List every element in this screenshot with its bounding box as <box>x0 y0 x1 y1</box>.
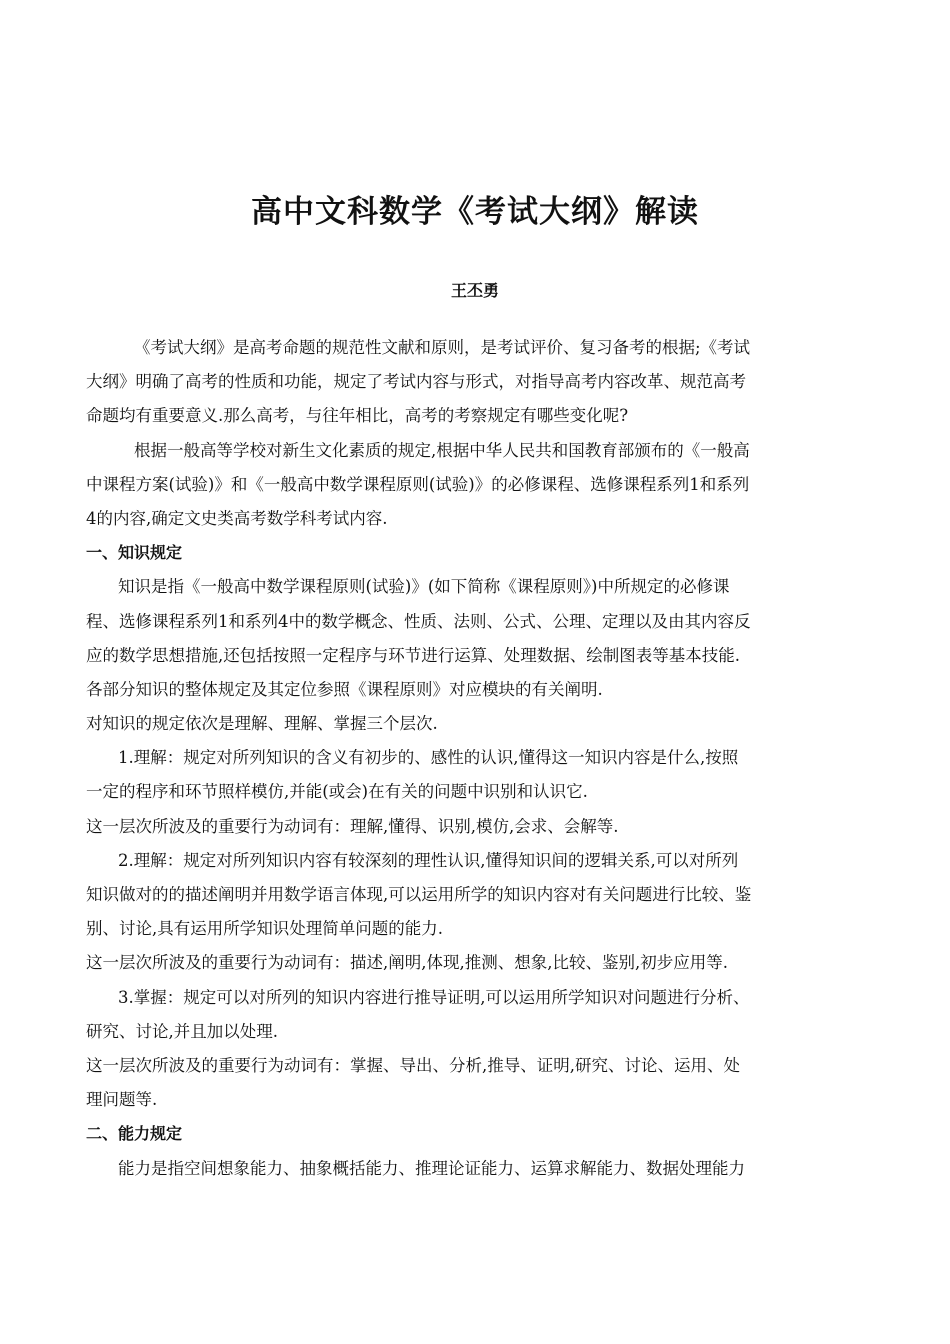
paragraph-line: 各部分知识的整体规定及其定位参照《课程原则》对应模块的有关阐明. <box>86 679 603 699</box>
paragraph-line: 中课程方案(试验)》和《一般高中数学课程原则(试验)》的必修课程、选修课程系列1和系列 <box>86 474 750 494</box>
document-title: 高中文科数学《考试大纲》解读 <box>251 194 699 230</box>
paragraph-line: 4的内容,确定文史类高考数学科考试内容. <box>86 508 388 528</box>
paragraph-line: 1.理解：规定对所列知识的含义有初步的、感性的认识,懂得这一知识内容是什么,按照 <box>118 748 739 768</box>
paragraph-line: 别、讨论,具有运用所学知识处理简单问题的能力. <box>86 919 443 939</box>
section-heading-ability: 二、能力规定 <box>86 1124 183 1144</box>
paragraph-line: 研究、讨论,并且加以处理. <box>86 1021 278 1041</box>
paragraph-line: 理问题等. <box>86 1090 158 1110</box>
paragraph-line: 知识做对的的描述阐明并用数学语言体现,可以运用所学的知识内容对有关问题进行比较、鉴 <box>86 885 752 904</box>
paragraph-line: 这一层次所波及的重要行为动词有：理解,懂得、识别,模仿,会求、会解等. <box>86 816 619 836</box>
paragraph-line: 对知识的规定依次是理解、理解、掌握三个层次. <box>86 714 438 734</box>
paragraph-line: 应的数学思想措施,还包括按照一定程序与环节进行运算、处理数据、绘制图表等基本技能. <box>86 645 740 665</box>
paragraph-line: 命题均有重要意义.那么高考，与往年相比，高考的考察规定有哪些变化呢? <box>86 406 629 426</box>
paragraph-line: 知识是指《一般高中数学课程原则(试验)》(如下简称《课程原则》)中所规定的必修课 <box>118 577 730 597</box>
paragraph-line: 3.掌握：规定可以对所列的知识内容进行推导证明,可以运用所学知识对问题进行分析、 <box>118 987 750 1007</box>
paragraph-line: 根据一般高等学校对新生文化素质的规定,根据中华人民共和国教育部颁布的《一般高 <box>134 440 750 460</box>
paragraph-line: 《考试大纲》是高考命题的规范性文献和原则，是考试评价、复习备考的根据;《考试 <box>134 338 751 357</box>
document-author: 王丕勇 <box>450 281 499 300</box>
paragraph-line: 这一层次所波及的重要行为动词有：掌握、导出、分析,推导、证明,研究、讨论、运用、处 <box>86 1055 740 1075</box>
section-heading-knowledge: 一、知识规定 <box>86 543 183 563</box>
paragraph-line: 一定的程序和环节照样模仿,并能(或会)在有关的问题中识别和认识它. <box>86 782 588 802</box>
paragraph-line: 这一层次所波及的重要行为动词有：描述,阐明,体现,推测、想象,比较、鉴别,初步应用等. <box>86 953 728 973</box>
paragraph-line: 大纲》明确了高考的性质和功能，规定了考试内容与形式，对指导高考内容改革、规范高考 <box>86 372 746 392</box>
paragraph-line: 2.理解：规定对所列知识内容有较深刻的理性认识,懂得知识间的逻辑关系,可以对所列 <box>118 850 739 870</box>
paragraph-line: 程、选修课程系列1和系列4中的数学概念、性质、法则、公式、公理、定理以及由其内容反 <box>86 611 751 631</box>
document-body <box>86 331 866 1186</box>
paragraph-line: 能力是指空间想象能力、抽象概括能力、推理论证能力、运算求解能力、数据处理能力 <box>118 1158 745 1178</box>
